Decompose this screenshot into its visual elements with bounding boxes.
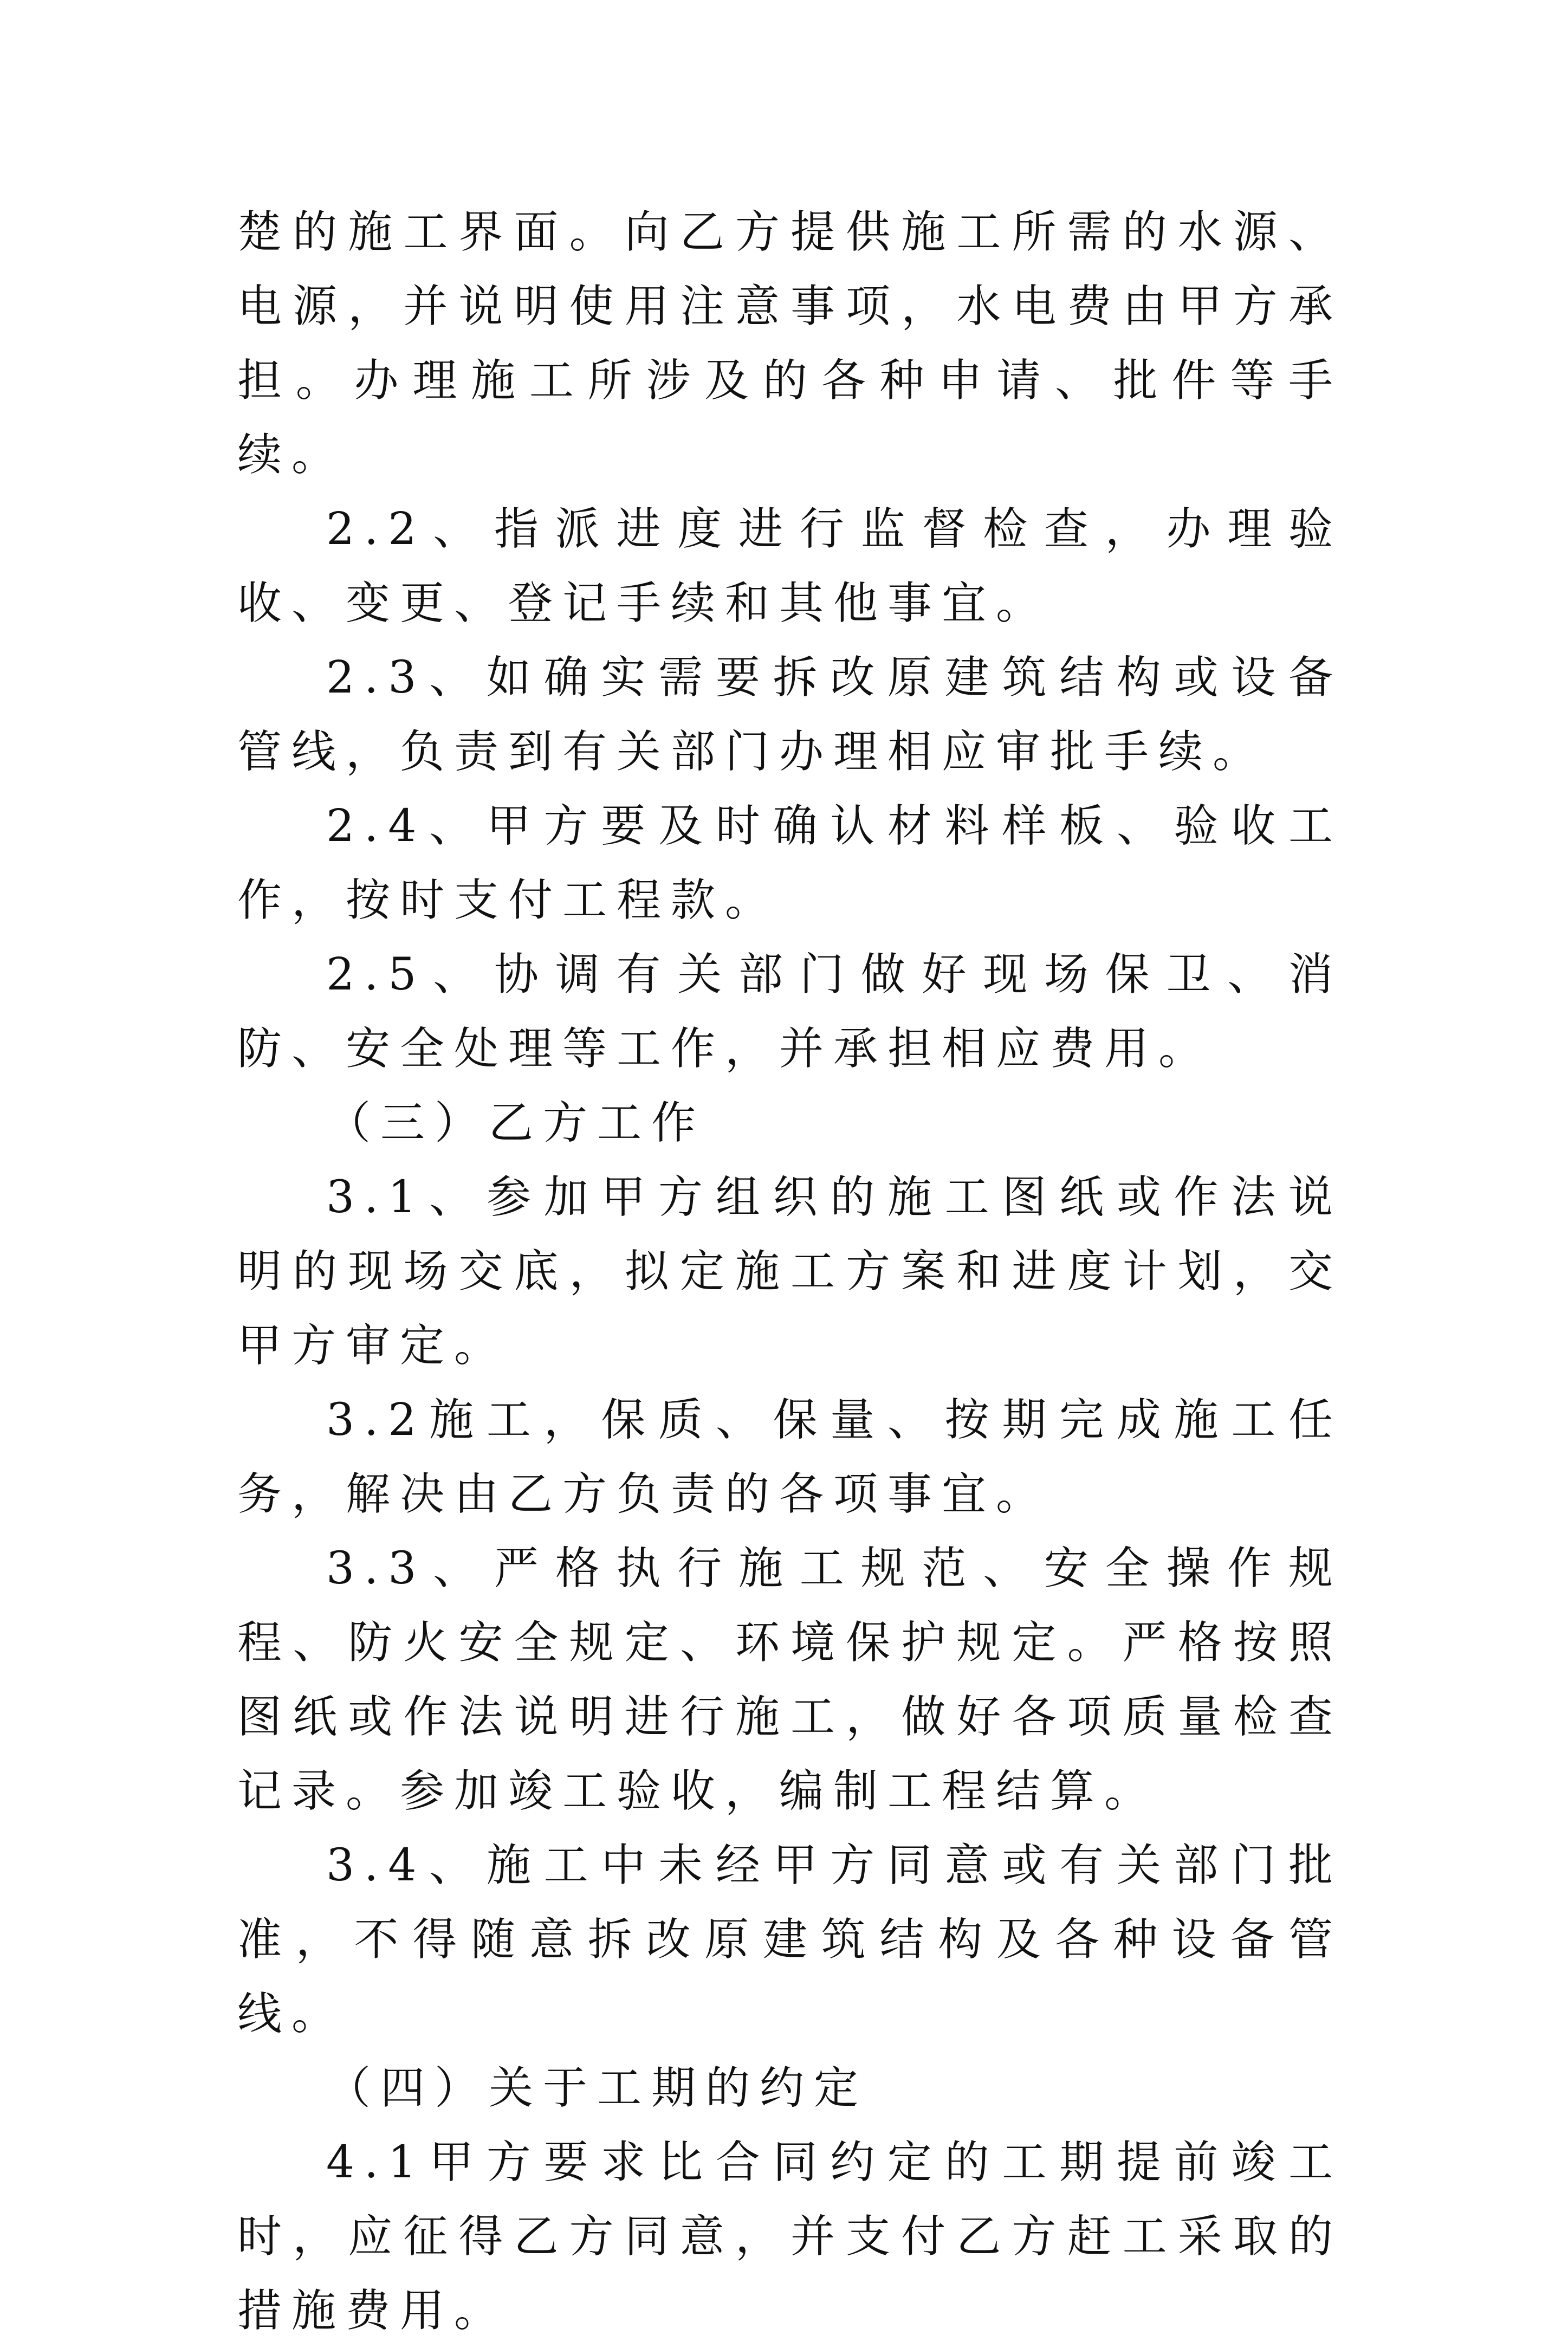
paragraph-3-4: 3.4、施工中未经甲方同意或有关部门批准，不得随意拆改原建筑结构及各种设备管线。 <box>237 1840 1343 2040</box>
document-body <box>237 195 1343 2348</box>
paragraph-3-3: 3.3、严格执行施工规范、安全操作规程、防火安全规定、环境保护规定。严格按照图纸或作法说明进行施工，做好各项质量检查记录。参加竣工验收，编制工程结算。 <box>237 1543 1343 1817</box>
paragraph-3-1: 3.1、参加甲方组织的施工图纸或作法说明的现场交底，拟定施工方案和进度计划，交甲方审定。 <box>237 1172 1343 1372</box>
paragraph-4-1: 4.1甲方要求比合同约定的工期提前竣工时，应征得乙方同意，并支付乙方赶工采取的措施费用。 <box>237 2137 1343 2337</box>
section-heading-4: （四）关于工期的约定 <box>326 2062 869 2114</box>
paragraph-2-3: 2.3、如确实需要拆改原建筑结构或设备管线，负责到有关部门办理相应审批手续。 <box>237 652 1343 778</box>
paragraph-2-5: 2.5、协调有关部门做好现场保卫、消防、安全处理等工作，并承担相应费用。 <box>237 949 1343 1075</box>
paragraph-2-4: 2.4、甲方要及时确认材料样板、验收工作，按时支付工程款。 <box>237 800 1343 926</box>
paragraph-continuation: 楚的施工界面。向乙方提供施工所需的水源、电源，并说明使用注意事项，水电费由甲方承担。办理施工所涉及的各种申请、批件等手续。 <box>237 206 1343 481</box>
paragraph-3-2: 3.2施工，保质、保量、按期完成施工任务，解决由乙方负责的各项事宜。 <box>237 1394 1343 1520</box>
section-heading-3: （三）乙方工作 <box>326 1097 706 1149</box>
paragraph-2-2: 2.2、指派进度进行监督检查，办理验收、变更、登记手续和其他事宜。 <box>237 503 1343 629</box>
